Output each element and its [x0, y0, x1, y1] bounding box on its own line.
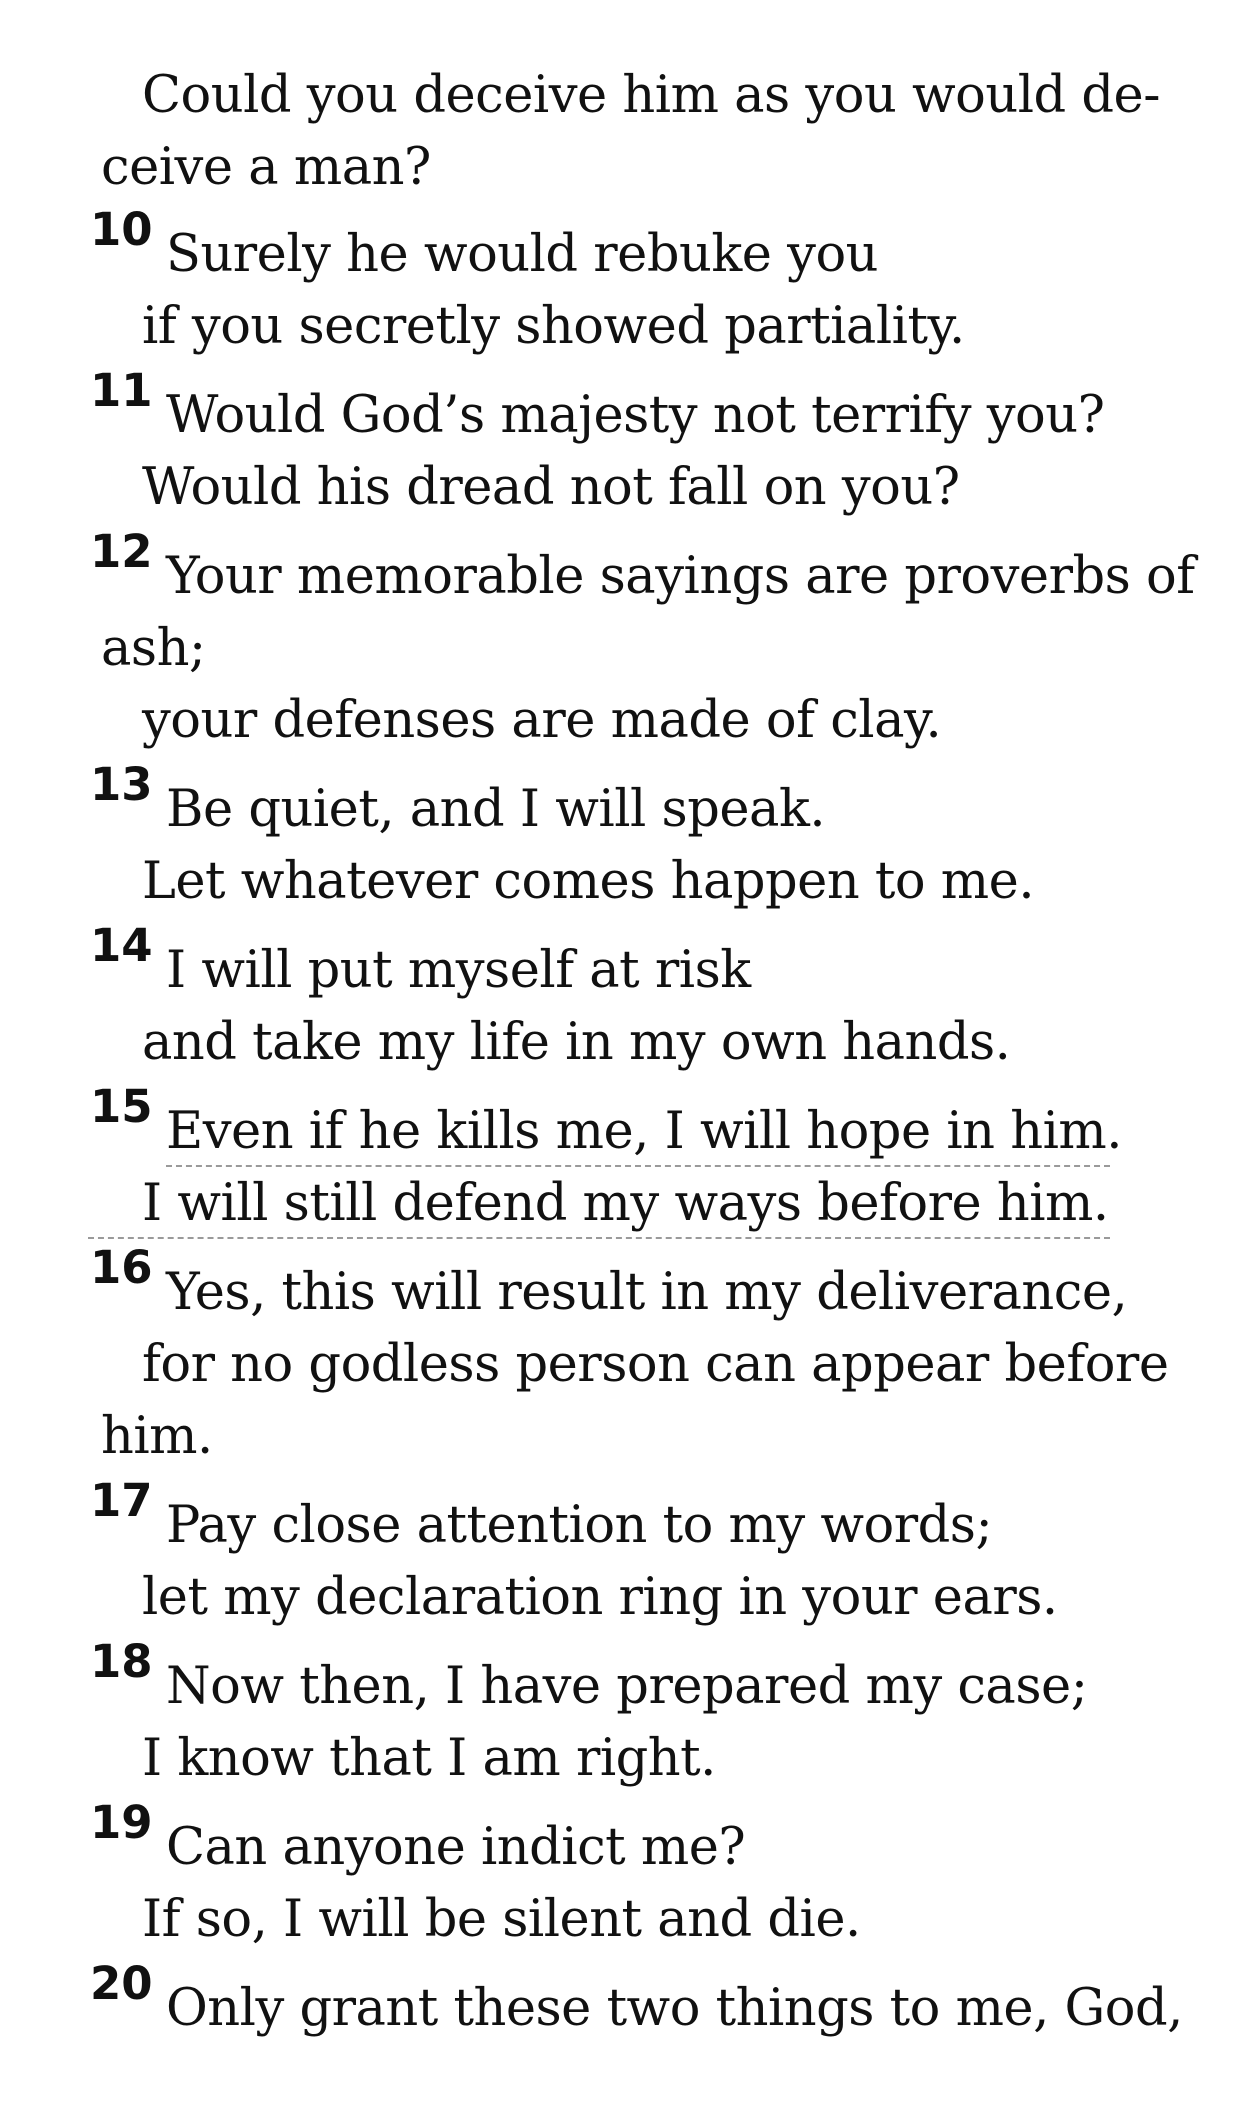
verse-17-line-2: let my declaration ring in your ears. — [142, 1568, 1058, 1627]
verse-number-15[interactable]: 15 — [90, 1080, 153, 1133]
verse-9-continuation-line-1: Could you deceive him as you would de- — [142, 66, 1160, 125]
verse-number-18[interactable]: 18 — [90, 1635, 153, 1688]
verse-18-line-1: Now then, I have prepared my case; — [166, 1657, 1088, 1716]
verse-16-line-1: Yes, this will result in my deliverance, — [166, 1263, 1128, 1322]
verse-9-continuation-line-2: ceive a man? — [101, 138, 431, 197]
verse-16-line-2: for no godless person can appear before — [142, 1335, 1169, 1394]
verse-19-line-2: If so, I will be silent and die. — [142, 1890, 861, 1949]
verse-20-line-1: Only grant these two things to me, God, — [166, 1979, 1183, 2038]
verse-number-20[interactable]: 20 — [90, 1957, 153, 2010]
verse-number-11[interactable]: 11 — [90, 364, 153, 417]
verse-10-line-2: if you secretly showed partiality. — [142, 297, 965, 356]
verse-13-line-1: Be quiet, and I will speak. — [166, 780, 826, 839]
verse-number-13[interactable]: 13 — [90, 758, 153, 811]
verse-14-line-2: and take my life in my own hands. — [142, 1013, 1011, 1072]
verse-number-10[interactable]: 10 — [90, 203, 153, 256]
verse-18-line-2: I know that I am right. — [142, 1729, 716, 1788]
verse-number-17[interactable]: 17 — [90, 1474, 153, 1527]
verse-10-line-1: Surely he would rebuke you — [166, 225, 879, 284]
verse-15-line-2[interactable]: I will still defend my ways before him. — [142, 1174, 1109, 1233]
verse-12-line-1: Your memorable sayings are proverbs of — [166, 547, 1195, 606]
verse-11-line-1: Would God’s majesty not terrify you? — [166, 386, 1105, 445]
verse-11-line-2: Would his dread not fall on you? — [142, 458, 960, 517]
verse-17-line-1: Pay close attention to my words; — [166, 1496, 993, 1555]
verse-14-line-1: I will put myself at risk — [166, 941, 751, 1000]
verse-13-line-2: Let whatever comes happen to me. — [142, 852, 1035, 911]
verse-19-line-1: Can anyone indict me? — [166, 1818, 746, 1877]
verse-12-line-3: your defenses are made of clay. — [142, 691, 942, 750]
verse-number-14[interactable]: 14 — [90, 919, 153, 972]
verse-number-12[interactable]: 12 — [90, 525, 153, 578]
verse-12-line-2: ash; — [101, 619, 206, 678]
verse-number-19[interactable]: 19 — [90, 1796, 153, 1849]
verse-15-dotted-underline-1 — [166, 1165, 1110, 1167]
verse-number-16[interactable]: 16 — [90, 1241, 153, 1294]
verse-15-line-1[interactable]: Even if he kills me, I will hope in him. — [166, 1102, 1122, 1161]
verse-15-dotted-underline-2 — [88, 1237, 1110, 1239]
verse-16-line-3: him. — [101, 1407, 213, 1466]
